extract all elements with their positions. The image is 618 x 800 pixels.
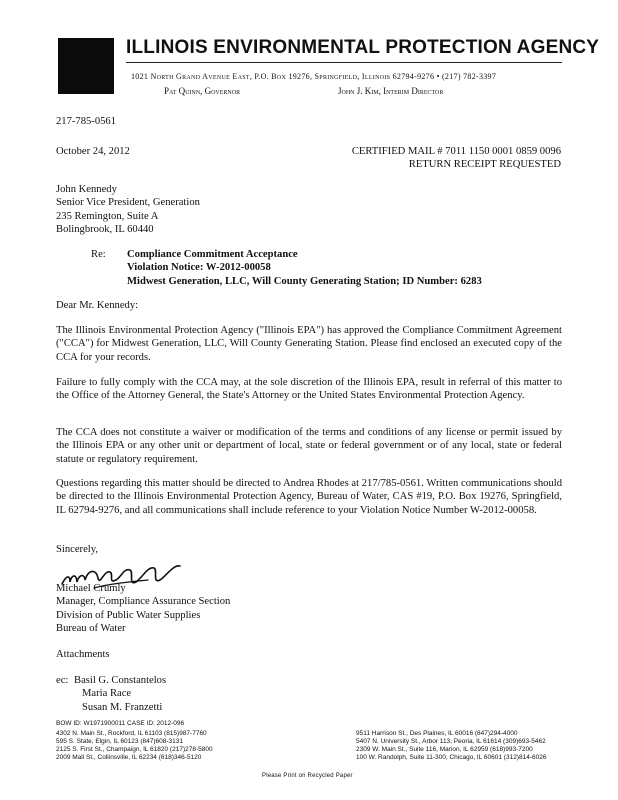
- signer-title: Manager, Compliance Assurance Section: [56, 596, 231, 608]
- office-address: 2309 W. Main St., Suite 116, Marion, IL 62959 (618)993-7200: [356, 746, 533, 753]
- director-name: John J. Kim, Interim Director: [338, 86, 444, 96]
- agency-address: 1021 North Grand Avenue East, P.O. Box 19276, Springfield, Illinois 62794-9276 • (217) 782-3397: [131, 72, 497, 81]
- letterhead-divider: [126, 62, 562, 63]
- cc-name: Basil G. Constantelos: [74, 675, 167, 686]
- paragraph-approval: The Illinois Environmental Protection Agency ("Illinois EPA") has approved the Compliance Commitment Agreement ("CCA") for Midwest Generation, LLC, Will County Generating Station. Please find enclosed an executed copy of the CCA for your records.: [56, 325, 562, 363]
- recipient-address: [56, 183, 200, 237]
- office-address: 2009 Mall St., Collinsville, IL 62234 (618)346-5120: [56, 754, 202, 761]
- recipient-title: Senior Vice President, Generation: [56, 197, 200, 209]
- office-address: 4302 N. Main St., Rockford, IL 61103 (815)987-7760: [56, 730, 207, 737]
- paragraph-failure: Failure to fully comply with the CCA may, at the sole discretion of the Illinois EPA, result in referral of this matter to the Office of the Attorney General, the State's Attorney or the United States Environmental Protection Agency.: [56, 377, 562, 402]
- letter-date: October 24, 2012: [56, 146, 130, 157]
- footer-offices-right: [356, 730, 546, 762]
- signer-division: Division of Public Water Supplies: [56, 609, 201, 621]
- recipient-street: 235 Remington, Suite A: [56, 210, 159, 222]
- attachments-label: Attachments: [56, 649, 110, 660]
- agency-name: ILLINOIS ENVIRONMENTAL PROTECTION AGENCY: [126, 37, 600, 58]
- cc-list: [74, 674, 166, 714]
- signature-block: [56, 582, 230, 636]
- office-address: 9511 Harrison St., Des Plaines, IL 60016 (847)294-4000: [356, 730, 518, 737]
- signer-name: Michael Crumly: [56, 583, 126, 594]
- re-line-1: Compliance Commitment Acceptance: [127, 249, 298, 260]
- closing: Sincerely,: [56, 544, 98, 555]
- recycled-paper-note: Please Print on Recycled Paper: [262, 773, 353, 779]
- recipient-city: Bolingbrook, IL 60440: [56, 224, 154, 236]
- office-address: 2125 S. First St., Champaign, IL 61820 (217)278-5800: [56, 746, 213, 753]
- cc-label: ec:: [56, 675, 69, 686]
- salutation: Dear Mr. Kennedy:: [56, 300, 139, 311]
- cc-name: Susan M. Franzetti: [82, 701, 163, 713]
- paragraph-questions: Questions regarding this matter should be directed to Andrea Rhodes at 217/785-0561. Written communications should be directed to the Illinois Environmental Protection Agency, Bureau of Water, CAS #19, P.O. Box 19276, Springfield, IL 62794-9276, and all communications shall include reference to your Violation Notice Number W-2012-00058.: [56, 478, 562, 516]
- office-address: 595 S. State, Elgin, IL 60123 (847)608-3131: [56, 738, 183, 745]
- governor-name: Pat Quinn, Governor: [164, 86, 241, 96]
- recipient-name: John Kennedy: [56, 184, 117, 195]
- cc-name: Maria Race: [82, 688, 132, 700]
- signer-bureau: Bureau of Water: [56, 623, 126, 635]
- re-line-2: Violation Notice: W-2012-00058: [127, 262, 271, 274]
- office-address: 5407 N. University St., Arbor 113, Peoria, IL 61614 (309)693-5462: [356, 738, 546, 745]
- re-line-3: Midwest Generation, LLC, Will County Generating Station; ID Number: 6283: [127, 275, 482, 287]
- return-receipt: RETURN RECEIPT REQUESTED: [408, 159, 561, 170]
- bow-case-id: BOW ID: W1971900011 CASE ID: 2012-096: [56, 720, 185, 727]
- office-address: 100 W. Randolph, Suite 11-300, Chicago, IL 60601 (312)814-6026: [356, 754, 547, 761]
- re-block: [127, 248, 482, 288]
- agency-logo: [58, 38, 114, 94]
- re-label: Re:: [91, 249, 106, 260]
- paragraph-waiver: The CCA does not constitute a waiver or modification of the terms and conditions of any license or permit issued by the Illinois EPA or any other unit or department of local, state or federal government or of any local, state or federal statute or regulatory requirement.: [56, 427, 562, 465]
- footer-offices-left: [56, 730, 213, 762]
- certified-mail: CERTIFIED MAIL # 7011 1150 0001 0859 0096: [351, 146, 561, 157]
- phone-number: 217-785-0561: [56, 116, 117, 127]
